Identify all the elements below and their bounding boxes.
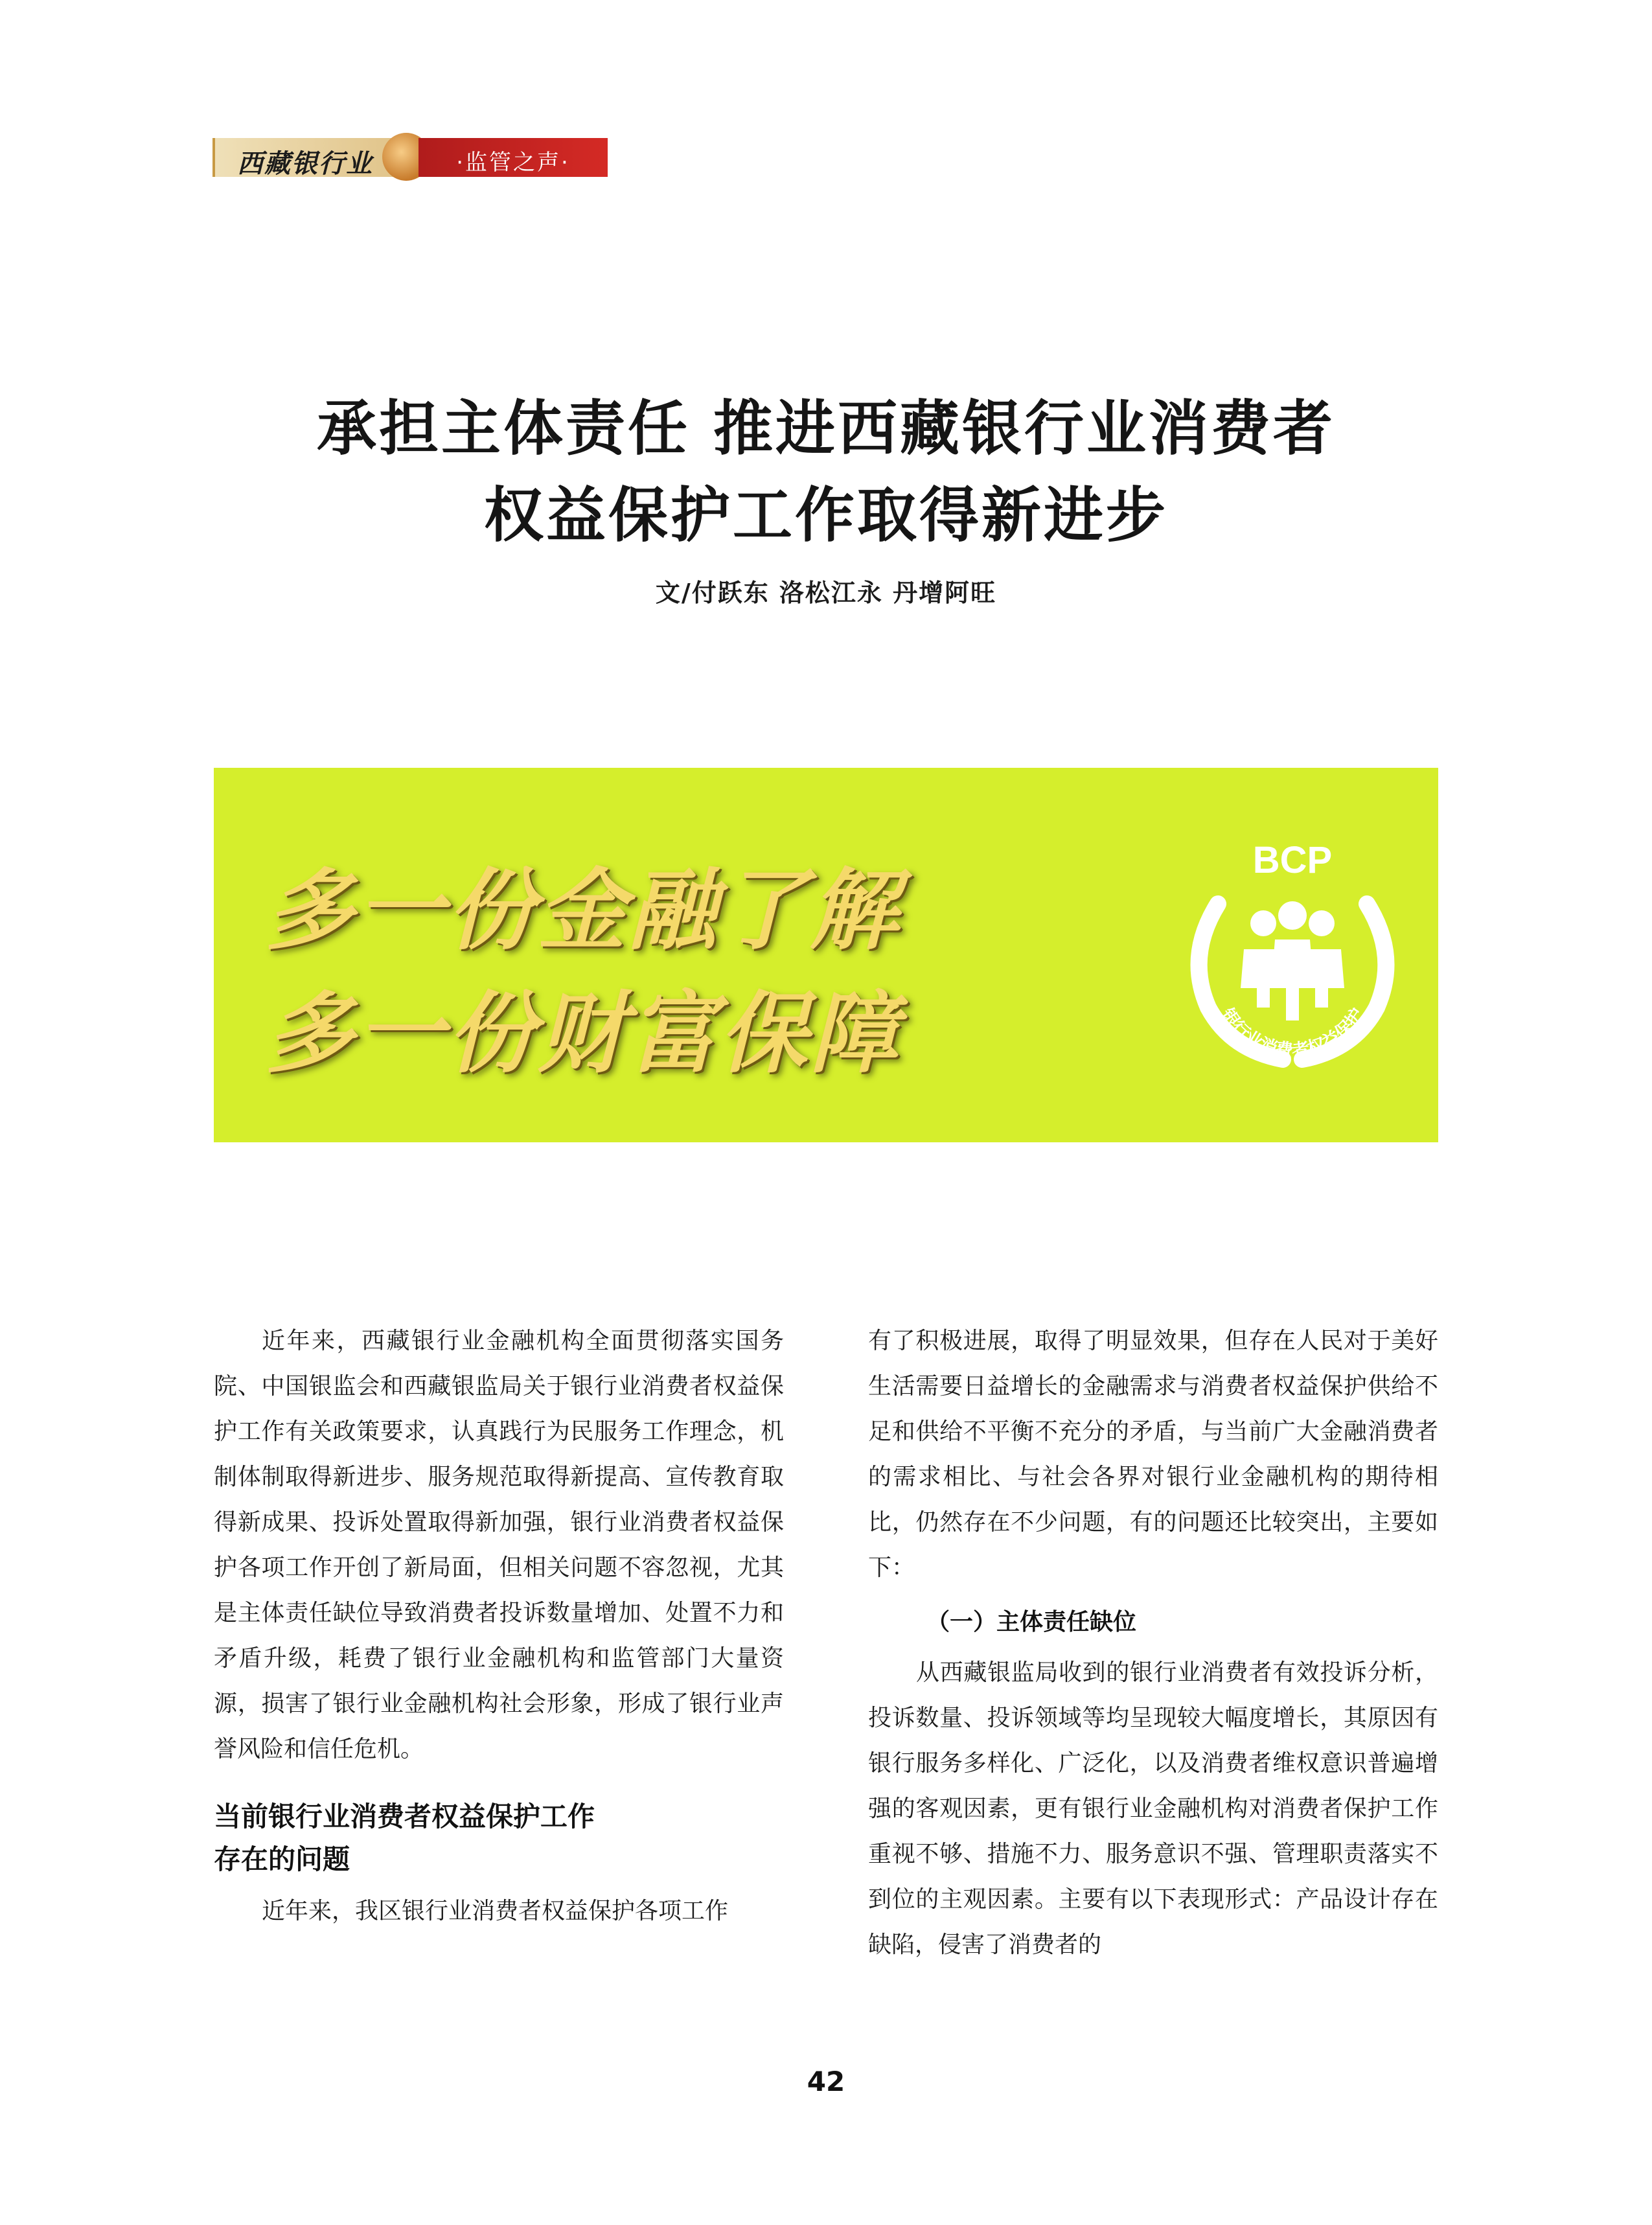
- promo-banner: [214, 768, 1438, 1142]
- left-column: [214, 1319, 784, 1934]
- section-paragraph-cont: 有了积极进展，取得了明显效果，但存在人民对于美好生活需要日益增长的金融需求与消费者权益保护供给不足和供给不平衡不充分的矛盾，与当前广大金融消费者的需求相比、与社会各界对银行业金融机构的期待相比，仍然存在不少问题，有的问题还比较突出，主要如下：: [868, 1328, 1438, 1581]
- column-label: [419, 138, 608, 177]
- magazine-label: [212, 138, 398, 177]
- section-paragraph-start: 近年来，我区银行业消费者权益保护各项工作: [262, 1898, 729, 1924]
- byline: 文/付跃东 洛松江永 丹增阿旺: [655, 579, 997, 607]
- right-column: [868, 1319, 1438, 1968]
- intro-paragraph: 近年来，西藏银行业金融机构全面贯彻落实国务院、中国银监会和西藏银监局关于银行业消费者权益保护工作有关政策要求，认真践行为民服务工作理念，机制体制取得新进步、服务规范取得新提高、宣传教育取得新成果、投诉处置取得新加强，银行业消费者权益保护各项工作开创了新局面，但相关问题不容忽视，尤其是主体责任缺位导致消费者投诉数量增加、处置不力和矛盾升级，耗费了银行业金融机构和监管部门大量资源，损害了银行业金融机构社会形象，形成了银行业声誉风险和信任危机。: [214, 1328, 784, 1762]
- column-header: [212, 133, 608, 181]
- section-heading-line1: 当前银行业消费者权益保护工作: [214, 1801, 595, 1832]
- column-name: ·监管之声·: [456, 150, 570, 176]
- article-title-line1: 承担主体责任 推进西藏银行业消费者: [316, 393, 1336, 463]
- logo-caption: 银行业消费者权益保护: [1217, 1004, 1368, 1061]
- page-number: 42: [807, 2066, 845, 2097]
- logo-acronym: BCP: [1252, 839, 1333, 881]
- subsection-heading: （一）主体责任缺位: [926, 1609, 1137, 1635]
- section-heading: [214, 1795, 784, 1881]
- banner-slogan-2: 多一份财富保障: [266, 983, 901, 1085]
- subsection-paragraph: 从西藏银监局收到的银行业消费者有效投诉分析，投诉数量、投诉领域等均呈现较大幅度增长，其原因有银行服务多样化、广泛化，以及消费者维权意识普遍增强的客观因素，更有银行业金融机构对消费者保护工作重视不够、措施不力、服务意识不强、管理职责落实不到位的主观因素。主要有以下表现形式：产品设计存在缺陷，侵害了消费者的: [868, 1659, 1438, 1958]
- article-title-line2: 权益保护工作取得新进步: [483, 480, 1168, 550]
- section-heading-line2: 存在的问题: [214, 1843, 350, 1875]
- magazine-name: 西藏银行业: [237, 148, 373, 179]
- banner-slogan-1: 多一份金融了解: [266, 860, 901, 962]
- bcp-logo-icon: [1173, 826, 1412, 1085]
